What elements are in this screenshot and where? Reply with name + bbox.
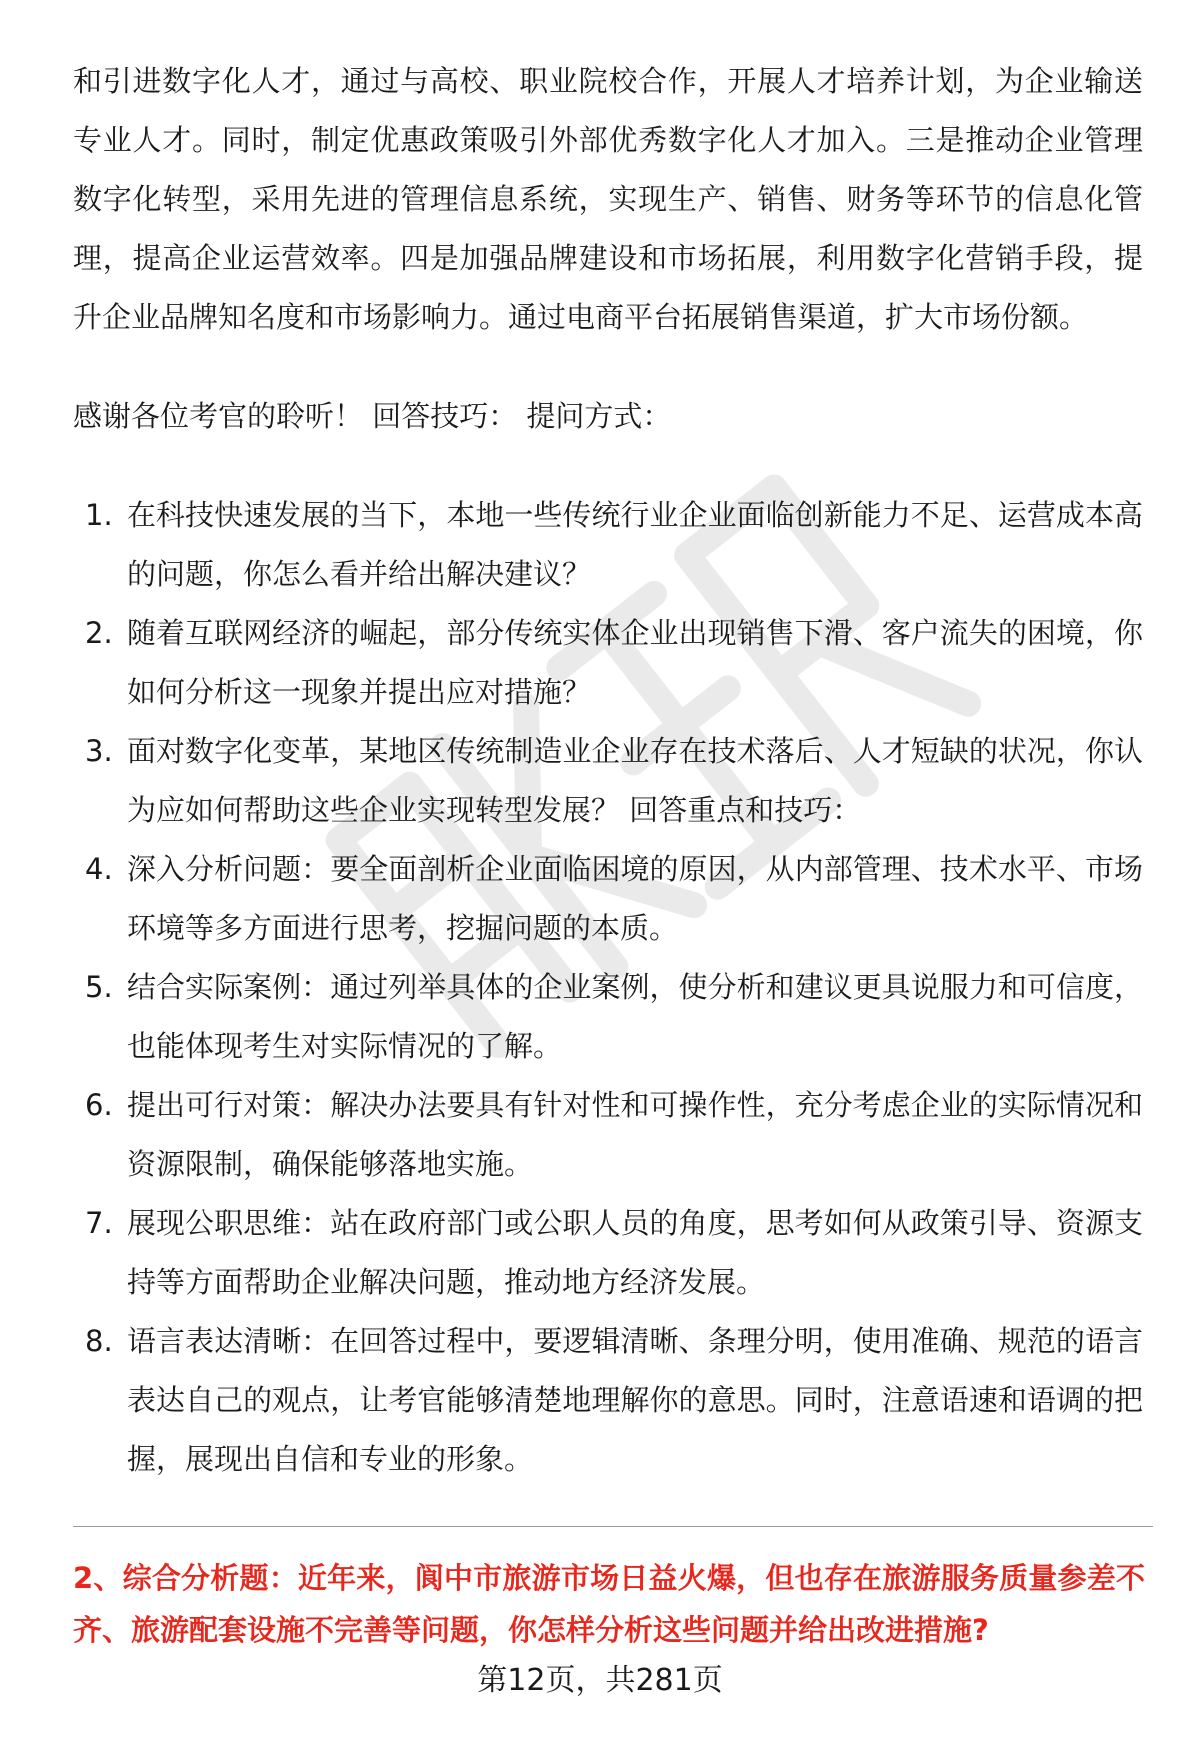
list-item (73, 958, 1143, 1076)
list-item (73, 840, 1143, 958)
list-item-text: 语言表达清晰：在回答过程中，要逻辑清晰、条理分明，使用准确、规范的语言表达自己的观点，让考官能够清楚地理解你的意思。同时，注意语速和语调的把握，展现出自信和专业的形象。 (127, 1324, 1143, 1476)
section-divider (73, 1526, 1153, 1527)
list-item-text: 结合实际案例：通过列举具体的企业案例，使分析和建议更具说服力和可信度，也能体现考生对实际情况的了解。 (127, 970, 1143, 1063)
list-item-text: 在科技快速发展的当下，本地一些传统行业企业面临创新能力不足、运营成本高的问题，你怎么看并给出解决建议？ (127, 498, 1143, 591)
list-item-text: 提出可行对策：解决办法要具有针对性和可操作性，充分考虑企业的实际情况和资源限制，确保能够落地实施。 (127, 1088, 1143, 1181)
list-item-number: 2. (85, 616, 113, 650)
list-item-text: 深入分析问题：要全面剖析企业面临困境的原因，从内部管理、技术水平、市场环境等多方面进行思考，挖掘问题的本质。 (127, 852, 1143, 945)
list-item (73, 486, 1143, 604)
list-item (73, 722, 1143, 840)
list-item-number: 3. (85, 734, 113, 768)
list-item-number: 6. (85, 1088, 113, 1122)
list-item (73, 1312, 1143, 1489)
body-paragraph: 和引进数字化人才，通过与高校、职业院校合作，开展人才培养计划，为企业输送专业人才。同时，制定优惠政策吸引外部优秀数字化人才加入。三是推动企业管理数字化转型，采用先进的管理信息系统，实现生产、销售、财务等环节的信息化管理，提高企业运营效率。四是加强品牌建设和市场拓展，利用数字化营销手段，提升企业品牌知名度和市场影响力。通过电商平台拓展销售渠道，扩大市场份额。 (73, 64, 1143, 334)
thanks-line: 感谢各位考官的聆听！ 回答技巧： 提问方式： (73, 399, 672, 433)
list-item (73, 1194, 1143, 1312)
list-item (73, 1076, 1143, 1194)
next-question-heading: 2、综合分析题：近年来，阆中市旅游市场日益火爆，但也存在旅游服务质量参差不齐、旅游配套设施不完善等问题，你怎样分析这些问题并给出改进措施? (73, 1561, 1145, 1647)
question-list (73, 486, 1143, 1489)
list-item (73, 604, 1143, 722)
list-item-number: 1. (85, 498, 113, 532)
list-item-text: 展现公职思维：站在政府部门或公职人员的角度，思考如何从政策引导、资源支持等方面帮助企业解决问题，推动地方经济发展。 (127, 1206, 1143, 1299)
list-item-number: 8. (85, 1324, 113, 1358)
page-number: 第12页，共281页 (477, 1663, 723, 1698)
list-item-text: 随着互联网经济的崛起，部分传统实体企业出现销售下滑、客户流失的困境，你如何分析这一现象并提出应对措施？ (127, 616, 1143, 709)
list-item-text: 面对数字化变革，某地区传统制造业企业存在技术落后、人才短缺的状况，你认为应如何帮助这些企业实现转型发展？ 回答重点和技巧： (127, 734, 1143, 827)
list-item-number: 4. (85, 852, 113, 886)
list-item-number: 7. (85, 1206, 113, 1240)
main-content (73, 52, 1143, 1489)
list-item-number: 5. (85, 970, 113, 1004)
